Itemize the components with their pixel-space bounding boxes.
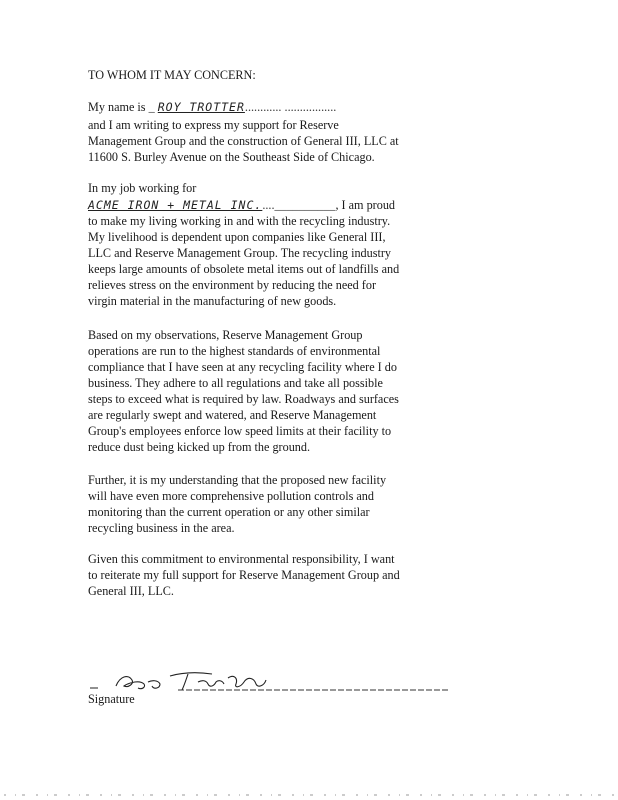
obs-line-4: business. They adhere to all regulations and take all possible [88,376,383,390]
intro-line-2: Management Group and the construction of General III, LLC at [88,134,399,148]
job-prefix: In my job working for [88,181,197,195]
further-line-2: will have even more comprehensive pollution controls and [88,489,374,503]
job-suffix: , I am proud [335,198,396,212]
handwritten-company: ACME IRON + METAL INC. [88,198,263,212]
intro-line-1: and I am writing to express my support for Reserve [88,118,339,132]
obs-line-2: operations are run to the highest standards of environmental [88,344,381,358]
closing-line-2: to reiterate my full support for Reserve Management Group and [88,568,400,582]
job-line-4: keeps large amounts of obsolete metal items out of landfills and [88,262,400,276]
handwritten-name: ROY TROTTER [157,100,245,114]
job-line-2: My livelihood is dependent upon companies like General III, [88,230,386,244]
job-line-6: virgin material in the manufacturing of new goods. [88,294,337,308]
job-line-5: relieves stress on the environment by reducing the need for [88,278,377,292]
handwritten-signature [88,668,458,694]
closing-line-3: General III, LLC. [88,584,174,598]
scan-artifact-line [0,792,618,798]
intro-name-line: My name is _ ROY TROTTER............ ................. [88,100,337,114]
salutation: TO WHOM IT MAY CONCERN: [88,68,256,82]
obs-line-7: Group's employees enforce low speed limits at their facility to [88,424,392,438]
further-line-1: Further, it is my understanding that the proposed new facility [88,473,387,487]
obs-line-6: are regularly swept and watered, and Reserve Management [88,408,377,422]
closing-line-1: Given this commitment to environmental responsibility, I want [88,552,395,566]
further-line-3: monitoring than the current operation or any other similar [88,505,370,519]
obs-line-5: steps to exceed what is required by law. Roadways and surfaces [88,392,399,406]
obs-line-8: reduce dust being kicked up from the ground. [88,440,311,454]
intro-line-3: 11600 S. Burley Avenue on the Southeast Side of Chicago. [88,150,375,164]
further-line-4: recycling business in the area. [88,521,235,535]
signature-label: Signature [88,692,135,706]
job-line-1: to make my living working in and with the recycling industry. [88,214,391,228]
job-company-line: ACME IRON + METAL INC.....__________, I am proud [88,198,396,212]
job-line-3: LLC and Reserve Management Group. The recycling industry [88,246,392,260]
name-prefix: My name is [88,100,146,114]
obs-line-3: compliance that I have seen at any recycling facility where I do [88,360,397,374]
obs-line-1: Based on my observations, Reserve Management Group [88,328,363,342]
